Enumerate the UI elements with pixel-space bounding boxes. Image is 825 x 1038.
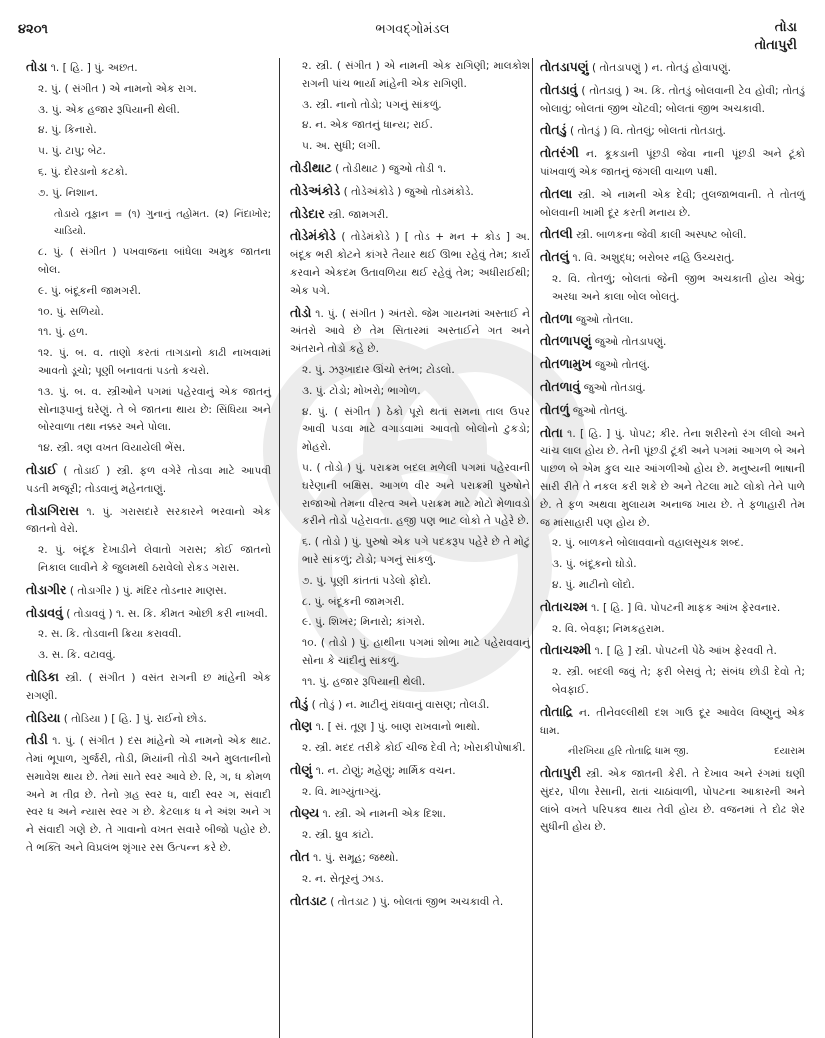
sense-line: ૪. પું. કિનારો.	[38, 124, 97, 137]
definition-text: ( તોડાવવું ) ૧. સ. કિ. કીમત ઓછી કરી નાખવી.	[66, 607, 268, 620]
sense-line: ૨. પું. ( સંગીત ) એ નામનો એક રાગ.	[38, 82, 197, 95]
definition-text: ૧. સ્ત્રી. એ નામની એક દિશા.	[322, 808, 446, 821]
column-1	[26, 58, 271, 1033]
dictionary-entry	[26, 709, 271, 729]
headword: તોડાઈ	[26, 461, 57, 477]
headword: તોડિકા	[26, 668, 59, 684]
definition-text: ૧. ન. ટોણું; મહેણું; માર્મિક વચન.	[315, 764, 456, 777]
dictionary-entry	[290, 892, 530, 912]
quotation	[26, 206, 271, 242]
sense-line: ૩. સ્ત્રી. નાનો તોડો; પગનું સાંકળું.	[302, 98, 442, 111]
definition-text: સ્ત્રી. જામગરી.	[328, 208, 389, 221]
dictionary-entry	[540, 185, 805, 223]
dictionary-columns	[0, 58, 825, 1033]
sense-line: ૨. પું. બંદૂક દેખાડીને લેવાતો ગરાસ; કોઈ જાતનો નિકાલ લાવીને કે જુલમથી ઠરાવેલો રોકડ ગરાસ.	[38, 544, 271, 574]
dictionary-entry	[540, 310, 805, 330]
dictionary-entry	[290, 717, 530, 737]
definition-text: ૧. પું. ( સંગીત ) દસ માંહેનો એ નામનો એક થાટ. તેમાં ભૂપાળ, ગુર્જરી, તોડી, મિયાંની તોડી અને મુલતાનીનો સમાવેશ થાય છે. તેમાં સાતે સ્વર આવે છે. રિ, ગ, ધ કોમળ અને મ તીવ્ર છે. તેનો ગ્રહ સ્વર ધ, વાદી સ્વર ગ, સંવાદી સ્વર ધ અને ન્યાસ સ્વર ગ છે. કેટલાક ધ ને અંશ અને ગ ને સંવાદી ગણે છે. તે ગાવાનો વખત સવારે બીજો પહોર છે. તે ભક્તિ અને વિપ્રલંભ શૃંગાર રસ ઉત્પન્ન કરે છે.	[26, 735, 271, 855]
headword: તોડું	[290, 695, 309, 711]
headword: તોણ્ય	[290, 805, 320, 821]
column-divider	[279, 58, 280, 1038]
headword: તોતડાટ	[290, 892, 327, 908]
definition-text: સ્ત્રી. બાળકના જેવી કાલી અસ્પષ્ટ બોલી.	[576, 229, 747, 242]
quotation-author: દયારામ	[774, 746, 805, 758]
headword: તોતા	[540, 424, 563, 440]
dictionary-entry	[26, 604, 271, 624]
dictionary-entry	[540, 144, 805, 182]
sense-line: ૨. ન. સેતૂરનું ઝાડ.	[302, 872, 384, 885]
headword: તોતલી	[540, 226, 573, 242]
dictionary-entry	[290, 227, 530, 300]
sense-line: ૨. પું. ઝરૂખાદાર ઊંચો સ્તંભ; ટોડલો.	[302, 363, 455, 376]
definition-text: જુઓ તોતડાવું.	[583, 381, 646, 394]
sense-line: ૩. સ. કિ. વટાવવું.	[38, 649, 116, 662]
sense-line: ૧૨. પું. બ. વ. તાણો કરતાં તાગડાનો કાઢી નાખવામાં આવતો ડૂચો; પૂણી બનાવતાં પડતો કચરો.	[38, 347, 271, 377]
sense-line: ૭. પું. પૂણી કાંતતાં પડેલો ફોદો.	[302, 574, 432, 587]
sense-line: ૧૧. પું. હળ.	[38, 326, 88, 339]
headword: તોત	[290, 849, 310, 865]
sense-line: ૨. પું. બાળકને બોલાવવાનો વહાલસૂચક શબ્દ.	[552, 537, 744, 550]
sense-line: ૩. પું. ટોડો; મોખરો; ભાગોળ.	[302, 384, 421, 397]
guide-word-first: તોડા	[774, 20, 797, 35]
dictionary-entry	[290, 695, 530, 715]
dictionary-entry	[290, 159, 530, 179]
sense-line: ૨. વિ. માગ્યુંતાગ્યું.	[302, 785, 382, 798]
dictionary-entry	[540, 641, 805, 661]
dictionary-entry	[540, 332, 805, 352]
sense-line: ૨. સ્ત્રી. ધ્રુવ કાંટો.	[302, 829, 374, 842]
definition-text: સ્ત્રી. એ નામની એક દેવી; તુલજાભવાની. તે તોતળું બોલવાની ખામી દૂર કરતી મનાય છે.	[540, 188, 805, 219]
column-2	[290, 58, 530, 1033]
page-header	[0, 0, 825, 56]
sense-line: ૨. સ્ત્રી. મદદ તરીકે કોઈ ચીજ દેવી તે; ખોરાકીપોષાકી.	[302, 742, 526, 755]
headword: તોતળાવું	[540, 378, 581, 394]
sense-line: ૯. પું. બંદૂકની જામગરી.	[38, 284, 141, 297]
definition-text: સ્ત્રી. એક જાતની કેરી. તે દેખાવ અને રંગમાં ઘણી સુંદર, પીળા રેસાની, રાતાં ચાઠાંવાળી, પોપટના આકારની અને લાંબે વખતે પરિપક્વ થાય તેવી હોય છે. વજનમાં તે દોઢ શેર સુધીની હોય છે.	[540, 768, 805, 834]
headword: તોતાદ્રિ	[540, 703, 573, 719]
sense-line: ૫. ( તોડો ) પું. પરાક્રમ બદલ મળેલી પગમાં પહેરવાની ઘરેણાની બક્ષિસ. આગળ વીર અને પરાક્રમી પુરુષોને રાજાઓ તેમના વીરત્વ અને પરાક્રમ માટે મોટો મેળાવડો કરીને તોડો પહેરાવતા. હજી પણ ભાટ લોકો તે પહેરે છે.	[302, 461, 530, 528]
headword: તોતડું	[540, 122, 567, 138]
sense-line: ૪. પું. ( સંગીત ) ઠેકો પૂરો થતાં સમના તાલ ઉપર આવી પડવા માટે વગાડવામાં આવતો બોલોનો ટુકડો; મોહરો.	[302, 405, 530, 454]
definition-text: ૧. [ સં. તૂણ ] પું. બાણ રાખવાનો ભાથો.	[315, 721, 480, 734]
dictionary-entry	[540, 355, 805, 375]
headword: તોડીથાટ	[290, 159, 332, 175]
sense-line: ૧૦. ( તોડો ) પું. હાથીના પગમાં શોભા માટે પહેરાવવાનું સોના કે ચાંદીનું સાંકળું.	[302, 637, 530, 667]
definition-text: ૧. વિ. અશુદ્ધ; બરોબર નહિ ઉચ્ચરાતું.	[572, 252, 735, 265]
headword: તોડાગિરાસ	[26, 502, 79, 518]
definition-text: ૧. [ હિ ] સ્ત્રી. પોપટની પેઠે આંખ ફેરવવી તે.	[594, 645, 777, 658]
sense-line: ૨. સ. કિ. તોડવાની ક્રિયા કરાવવી.	[38, 628, 182, 641]
sense-line: ૭. પું. નિશાન.	[38, 186, 99, 199]
definition-text: ( તોતડું ) વિ. તોતલું; બોલતાં તોતડાતું.	[569, 125, 726, 138]
definition-text: ૧. પું. ( સંગીત ) અંતરો. જેમ ગાયનમાં અસ્તાઈ ને અંતરો આવે છે તેમ સિતારમાં અસ્તાઈને ગત અને અંતરાને તોડો કહે છે.	[290, 307, 530, 356]
definition-text: ( તોતડાટ ) પું. બોલતાં જીભ અચકાવી તે.	[330, 895, 504, 908]
dictionary-entry	[540, 703, 805, 741]
headword: તોતાચશ્મ	[540, 598, 588, 614]
sense-line: ૨. વિ. તોતળું; બોલતાં જેની જીભ અચકાતી હોય એવું; અરધા અને કાલા બોલ બોલતું.	[552, 272, 805, 303]
definition-text: ( તોડીથાટ ) જુઓ તોડી ૧.	[335, 162, 447, 175]
book-title: ભગવદ્ગોમંડલ	[375, 22, 450, 37]
sense-line: ૮. પું. ( સંગીત ) પખવાજના બાંધેલા અમુક જાતના બોલ.	[38, 246, 271, 276]
headword: તોતળામુખ	[540, 356, 592, 372]
definition-text: ( તોતડાપણું ) ન. તોતડું હોવાપણું.	[592, 62, 731, 74]
headword: તોડિયા	[26, 709, 61, 725]
quotation-text: નીરખિયા હરિ તોતાદ્રિ ધામ જી.	[568, 746, 689, 758]
dictionary-entry	[540, 81, 805, 119]
definition-text: ( તોડાઈ ) સ્ત્રી. ફળ વગેરે તોડવા માટે આપવી પડતી મજૂરી; તોડવાનું મહેનતાણું.	[26, 464, 271, 495]
definition-text: ( તોડાગીર ) પું. મંદિર તોડનાર માણસ.	[69, 584, 227, 597]
dictionary-entry	[540, 401, 805, 421]
definition-text: સ્ત્રી. ( સંગીત ) વસંત રાગની છ માંહેની એક રાગણી.	[26, 671, 271, 702]
sense-line: ૮. પું. બંદૂકની જામગરી.	[302, 595, 405, 608]
dictionary-entry	[26, 731, 271, 858]
definition-text: જુઓ તોતલા.	[575, 313, 634, 326]
dictionary-entry	[540, 58, 805, 78]
sense-line: ૪. ન. એક જાતનું ધાન્ય; રાઈ.	[302, 119, 433, 132]
dictionary-entry	[26, 581, 271, 601]
definition-text: ( તોડેઅંકોડે ) જુઓ તોડમંકોડે.	[343, 185, 474, 198]
definition-text: ( તોતડાવું ) અ. કિ. તોતડું બોલવાની ટેવ હોવી; તોતડું બોલાવું; બોલતાં જીભ ચોંટવી; બોલતાં જીભ અચકાવી.	[540, 84, 805, 115]
headword: તોતાચશ્મી	[540, 642, 592, 658]
dictionary-entry	[290, 848, 530, 868]
headword: તોતળાપણું	[540, 333, 592, 349]
dictionary-entry	[290, 804, 530, 824]
sense-line: ૧૧. પું. હજાર રૂપિયાની થેલી.	[302, 675, 426, 688]
sense-line: ૯. પું. શિખર; મિનારો; કાંગરો.	[302, 616, 426, 629]
dictionary-entry	[290, 182, 530, 202]
headword: તોતડાવું	[540, 81, 578, 97]
definition-text: જુઓ તોતડાપણું.	[594, 336, 667, 349]
headword: તોડેમંકોડે	[290, 228, 336, 244]
definition-text: ( તોડિયા ) [ હિ. ] પું. રાઈનો છોડ.	[63, 712, 207, 725]
dictionary-entry	[540, 598, 805, 618]
sense-line: ૨. વિ. બેવફા; નિમકહરામ.	[552, 622, 665, 635]
definition-text: જુઓ તોતલું.	[595, 359, 650, 372]
quotation	[540, 743, 805, 761]
sense-line: ૩. પું. એક હજાર રૂપિયાની થેલી.	[38, 103, 180, 116]
headword: તોડાગીર	[26, 581, 67, 597]
headword: તોતળું	[540, 401, 570, 417]
sense-line: ૪. પું. માટીનો લોંદો.	[552, 578, 635, 591]
headword: તોતલું	[540, 249, 570, 265]
headword: તોતડાપણું	[540, 59, 589, 74]
dictionary-entry	[540, 225, 805, 245]
sense-line: ૨. સ્ત્રી. ( સંગીત ) એ નામની એક રાગિણી; માલકોશ રાગની પાંચ ભાર્યા માંહેની એક રાગિણી.	[302, 60, 530, 90]
quotation-text: તોડાયે તૂફાન = (૧) ગુનાનું તહોમત. (૨) નિંદાખોર; ચાડિયો.	[54, 208, 271, 238]
definition-text: ન. તીનેવલ્લીથી દશ ગાઉ દૂર આવેલ વિષ્ણુનું એક ધામ.	[540, 706, 805, 737]
headword: તોડેઅંકોડે	[290, 182, 341, 198]
dictionary-entry	[26, 461, 271, 499]
dictionary-entry	[540, 378, 805, 398]
page-number: ૪૨૦૧	[18, 22, 48, 37]
dictionary-entry	[540, 424, 805, 533]
sense-line: ૧૩. પું. બ. વ. સ્ત્રીઓને પગમાં પહેરવાનું એક જાતનું સોનારૂપાનું ઘરેણું. તે બે જાતના થાય છે: સિંધિયા અને બોરવાળા તથા નક્કર અને પોલા.	[38, 385, 271, 434]
sense-line: ૬. પું. દોરડાનો કટકો.	[38, 165, 128, 178]
column-divider	[532, 58, 533, 1038]
definition-text: જુઓ તોતલું.	[572, 404, 628, 417]
sense-line: ૫. અ. સુધી; લગી.	[302, 140, 381, 153]
dictionary-entry	[540, 121, 805, 141]
dictionary-entry	[26, 502, 271, 540]
headword: તોતરંગી	[540, 145, 579, 161]
dictionary-entry	[290, 304, 530, 359]
definition-text: ૧. [ હિ. ] પું. અછત.	[50, 62, 138, 74]
definition-text: ૧. પું. સમૂહ; જથ્થો.	[313, 852, 399, 865]
definition-text: ૧. [ હિ. ] વિ. પોપટની માફક આંખ ફેરવનાર.	[591, 601, 781, 614]
definition-text: ૧. પું. ગરાસદારે સરકારને ભરવાનો એક જાતનો વેરો.	[26, 505, 271, 536]
headword: તોતલા	[540, 185, 573, 201]
sense-line: ૬. ( તોડો ) પું. પુરુષો એક પગે પદકરૂપ પહેરે છે તે મોટું ભારે સાંકળું; ટોડો; પગનું સાંકળું.	[302, 536, 530, 566]
sense-line: ૨. સ્ત્રી. બદલી જવું તે; ફરી બેસવું તે; સંબંધ છોડી દેવો તે; બેવફાઈ.	[552, 666, 805, 696]
sense-line: ૫. પું. ટાપુ; બેટ.	[38, 145, 106, 158]
definition-text: ૧. [ હિ. ] પું. પોપટ; કીર. તેના શરીરનો રંગ લીલો અને ચાંચ લાલ હોય છે. તેની પૂંછડી ટૂંકી અને પગમાં આગળ બે અને પાછળ બે એમ કુલ ચાર આંગળીઓ હોય છે. મનુષ્યની ભાષાની સારી રીતે તે નકલ કરી શકે છે અને તેટલા માટે લોકો તેને પાળે છે. તે ફળ અથવા મુલાયમ અનાજ ખાય છે. તે ફળાહારી તેમ જ માંસાહારી પણ હોય છે.	[540, 427, 805, 529]
headword: તોણું	[290, 761, 313, 777]
sense-line: ૩. પું. બંદૂકનો ઘોડો.	[552, 558, 637, 571]
headword: તોડી	[26, 732, 48, 748]
dictionary-entry	[290, 761, 530, 781]
headword: તોતાપુરી	[540, 765, 581, 781]
dictionary-entry	[290, 205, 530, 225]
headword: તોણ	[290, 718, 313, 734]
dictionary-entry	[26, 668, 271, 706]
dictionary-entry	[540, 764, 805, 837]
headword: તોતળા	[540, 310, 573, 326]
sense-line: ૧૦. પું. સળિયો.	[38, 305, 104, 318]
headword: તોડો	[290, 304, 312, 320]
definition-text: ( તોડેમંકોડે ) [ તોડ + મન + કોડ ] અ. બંદૂક ભરી કોટને કાંગરે તૈયાર થઈ ઊભા રહેવું તેમ; કાર્ય કરવાને એકદમ ઉતાવળિયા થઈ રહેવું તેમ; અધીરાઈથી; એક પગે.	[290, 231, 531, 297]
headword: તોડેદાર	[290, 205, 325, 221]
column-3	[540, 58, 805, 1033]
sense-line: ૧૪. સ્ત્રી. ત્રણ વખત વિયાયેલી ભેંસ.	[38, 442, 186, 455]
headword: તોડાવવું	[26, 604, 63, 620]
definition-text: ન. કૂકડાની પૂંછડી જેવા નાની પૂંછડી અને ટૂંકો પાંખવાળું એક જાતનું જંગલી વાચાળ પક્ષી.	[540, 148, 806, 178]
dictionary-entry	[26, 58, 271, 78]
headword: તોડા	[26, 59, 48, 74]
dictionary-entry	[540, 248, 805, 268]
guide-word-last: તોતાપુરી	[754, 38, 797, 53]
definition-text: ( તોડું ) ન. માટીનું રાંધવાનું વાસણ; તોલડી.	[311, 698, 490, 711]
